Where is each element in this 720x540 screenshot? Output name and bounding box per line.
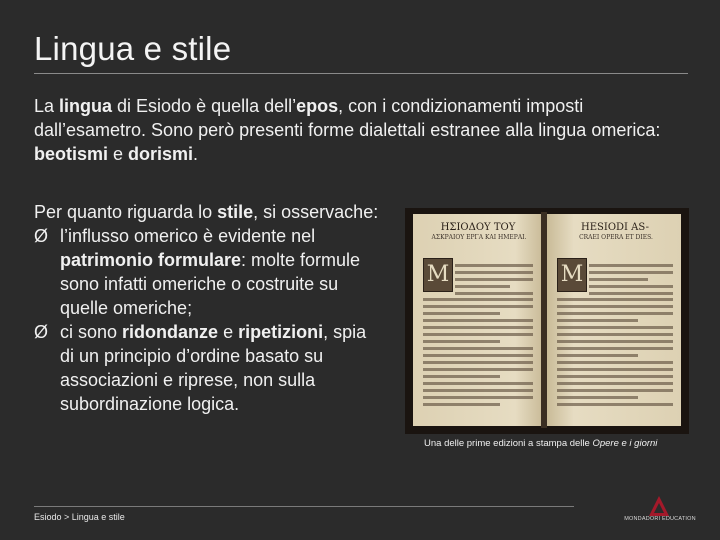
arrow-bullet-icon: Ø (34, 226, 49, 246)
greek-title: ΗΣΙΟΔΟΥ ΤΟΥ (440, 222, 516, 233)
list-item: Ø l’influsso omerico è evidente nel patrimonio formulare: molte formule sono infatti omeriche o costruite su quelle omeriche; (34, 226, 361, 318)
style-section (34, 200, 384, 416)
right-page (547, 214, 681, 426)
footer-breadcrumb: Esiodo > Lingua e stile (34, 512, 125, 522)
image-caption: Una delle prime edizioni a stampa delle Opere e i giorni (424, 438, 658, 449)
intro-paragraph: La lingua di Esiodo è quella dell’epos, con i condizionamenti imposti dall’esametro. Sono però presenti forme dialettali estranee alla lingua omerica: beotismi e dorismi. (34, 96, 661, 164)
bullet-list (34, 224, 384, 416)
greek-subtitle: ΑΣΚΡΑΙΟΥ ΕΡΓΑ ΚΑΙ ΗΜΕΡΑΙ. (431, 234, 527, 241)
publisher-name: MONDADORI EDUCATION (624, 516, 696, 522)
decorated-initial: Μ (423, 258, 453, 292)
arrow-bullet-icon: Ø (34, 322, 49, 342)
latin-title: HESIODI AS- (581, 222, 649, 233)
slide-title: Lingua e stile (34, 30, 232, 67)
list-item: Ø ci sono ridondanze e ripetizioni, spia di un principio d’ordine basato su associazioni e riprese, non sulla subordinazione logica. (34, 322, 367, 414)
text-lines (423, 294, 533, 410)
footer-divider (34, 506, 574, 507)
style-lead: Per quanto riguarda lo stile, si osservache: (34, 202, 379, 222)
left-page (413, 214, 541, 426)
latin-subtitle: CRAEI OPERA ET DIES. (579, 234, 653, 241)
text-lines (557, 294, 673, 410)
book-photo (405, 208, 689, 434)
decorated-initial: M (557, 258, 587, 292)
title-divider (34, 73, 688, 74)
mondadori-logo-icon (618, 496, 700, 528)
